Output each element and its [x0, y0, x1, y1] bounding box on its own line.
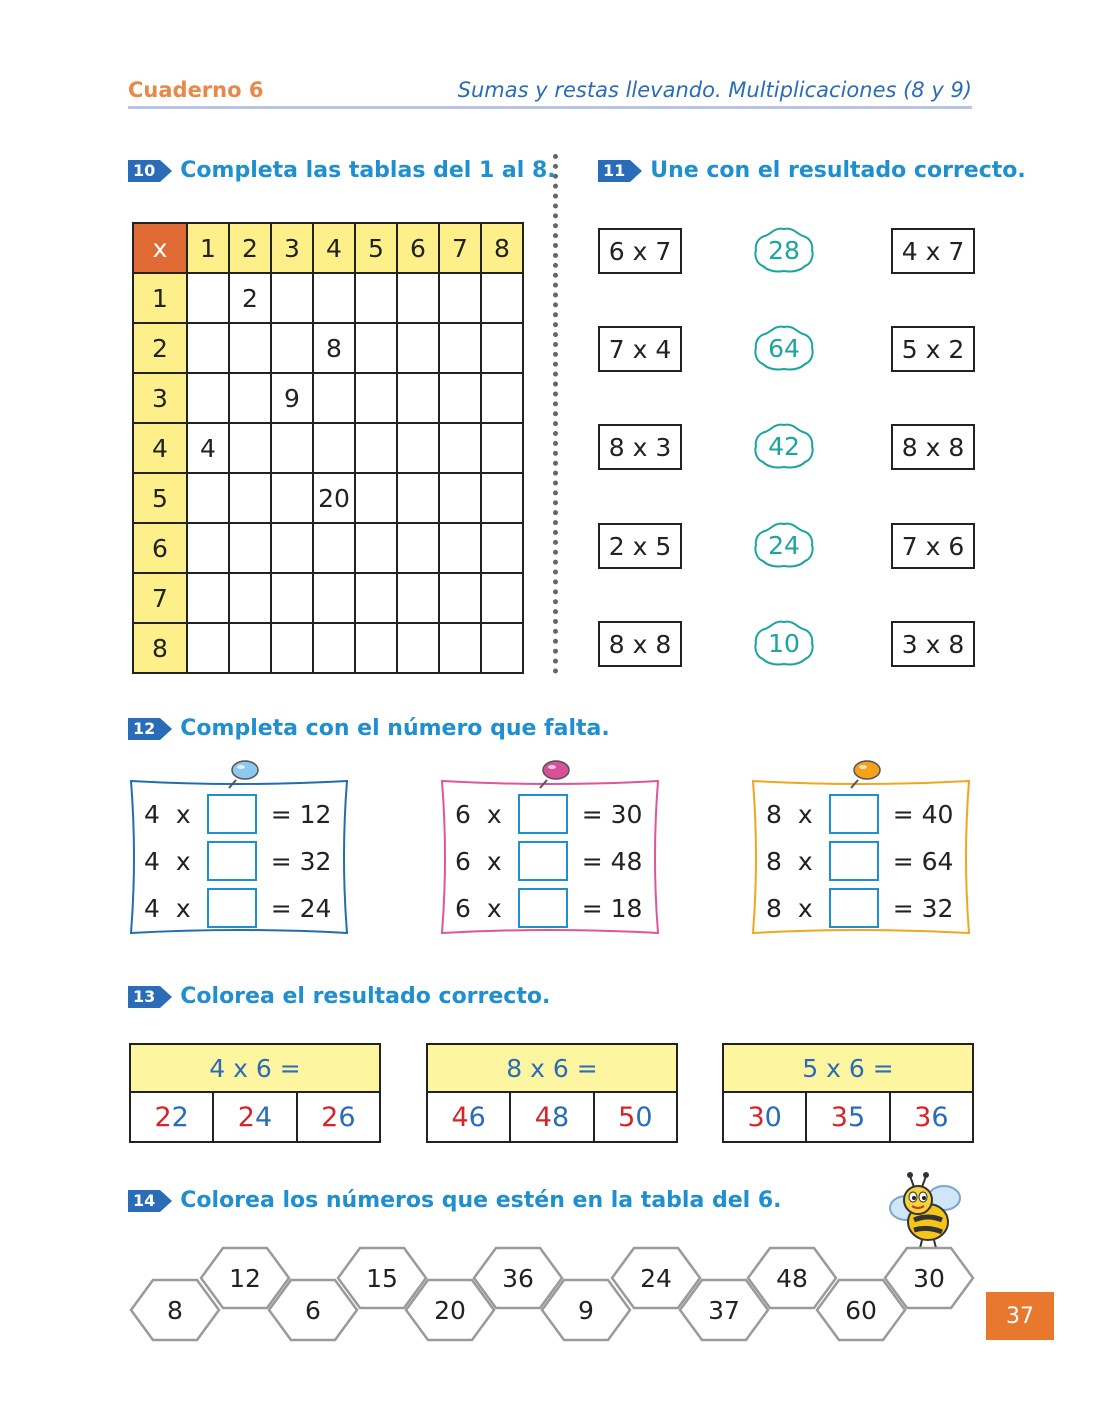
digit-units: 8 — [551, 1101, 570, 1133]
option-number — [535, 1102, 569, 1133]
exercise-14-badge: 14 — [128, 1190, 172, 1212]
table-cell[interactable] — [187, 573, 229, 623]
table-cell[interactable]: 4 — [187, 423, 229, 473]
equation-row — [455, 888, 642, 928]
table-cell[interactable] — [397, 323, 439, 373]
result-table — [129, 1043, 381, 1143]
match-right-expression[interactable]: 8 x 8 — [891, 424, 975, 470]
table-cell[interactable] — [481, 323, 523, 373]
match-right-expression[interactable]: 5 x 2 — [891, 326, 975, 372]
digit-units: 0 — [635, 1101, 653, 1133]
equation-row — [144, 888, 331, 928]
table-cell[interactable] — [187, 273, 229, 323]
equation-result: = 18 — [581, 893, 643, 923]
table-cell[interactable] — [313, 273, 355, 323]
table-row-header: 3 — [133, 373, 187, 423]
result-table — [722, 1043, 974, 1143]
table-row-header: 8 — [133, 623, 187, 673]
match-result-flower[interactable] — [753, 226, 815, 274]
exercise-13-badge: 13 — [128, 986, 172, 1008]
match-right-expression[interactable]: 4 x 7 — [891, 228, 975, 274]
equation-row — [455, 841, 642, 881]
exercise-11-title: 11 Une con el resultado correcto. — [598, 158, 1026, 183]
hexagon-number: 60 — [845, 1295, 877, 1325]
equation-result: = 30 — [581, 799, 643, 829]
equation-row — [766, 841, 953, 881]
table-cell[interactable] — [229, 623, 271, 673]
question: 5 x 6 = — [724, 1045, 972, 1093]
equation-result: = 32 — [270, 846, 332, 876]
flower-number: 28 — [768, 235, 800, 265]
option-number — [747, 1102, 781, 1133]
hexagon-number: 48 — [776, 1263, 808, 1293]
digit-units: 6 — [468, 1101, 486, 1133]
table-cell[interactable] — [313, 623, 355, 673]
flower-number: 64 — [768, 333, 800, 363]
table-cell[interactable] — [313, 523, 355, 573]
page-number: 37 — [986, 1292, 1054, 1340]
table-cell[interactable] — [313, 573, 355, 623]
table-cell[interactable] — [481, 473, 523, 523]
match-right-expression[interactable]: 7 x 6 — [891, 523, 975, 569]
table-cell[interactable] — [397, 423, 439, 473]
times-sign: x — [486, 799, 502, 829]
table-cell[interactable] — [355, 373, 397, 423]
page-subtitle: Sumas y restas llevando. Multiplicaciones (8 y 9) — [457, 78, 972, 102]
table-cell[interactable] — [397, 373, 439, 423]
table-column-header: 2 — [229, 223, 271, 273]
table-cell[interactable] — [355, 423, 397, 473]
table-cell[interactable] — [187, 373, 229, 423]
table-cell[interactable] — [271, 473, 313, 523]
hexagon-number: 20 — [434, 1295, 466, 1325]
table-cell[interactable] — [187, 473, 229, 523]
digit-units: 6 — [338, 1101, 356, 1133]
option-cell[interactable] — [131, 1093, 214, 1141]
table-row-header: 5 — [133, 473, 187, 523]
table-cell[interactable] — [439, 573, 481, 623]
match-left-expression[interactable]: 6 x 7 — [598, 228, 682, 274]
option-cell[interactable] — [724, 1093, 807, 1141]
table-cell[interactable] — [313, 373, 355, 423]
match-left-expression[interactable]: 7 x 4 — [598, 326, 682, 372]
table-cell[interactable] — [439, 423, 481, 473]
table-row-header: 6 — [133, 523, 187, 573]
table-cell[interactable] — [397, 623, 439, 673]
hexagon-number: 37 — [708, 1295, 740, 1325]
times-sign: x — [175, 893, 191, 923]
hexagon-number: 15 — [366, 1263, 398, 1293]
digit-units: 0 — [764, 1101, 782, 1133]
equation-row — [455, 794, 642, 834]
option-cell[interactable] — [891, 1093, 972, 1141]
times-sign: x — [797, 846, 813, 876]
table-cell[interactable] — [229, 423, 271, 473]
table-cell[interactable] — [271, 323, 313, 373]
table-corner: x — [133, 223, 187, 273]
answer-box[interactable] — [207, 794, 257, 834]
options-row — [131, 1093, 379, 1141]
table-cell[interactable] — [187, 323, 229, 373]
table-column-header: 8 — [481, 223, 523, 273]
equation-card — [441, 780, 659, 934]
hexagon-number: 36 — [502, 1263, 534, 1293]
notebook-title: Cuaderno 6 — [128, 78, 264, 102]
table-cell[interactable] — [271, 273, 313, 323]
hexagon-number: 24 — [640, 1263, 672, 1293]
hexagon-number: 6 — [305, 1295, 321, 1325]
table-column-header: 1 — [187, 223, 229, 273]
exercise-13-title: 13 Colorea el resultado correcto. — [128, 984, 550, 1009]
option-number — [154, 1102, 188, 1133]
factor: 4 — [144, 846, 160, 876]
flower-number: 42 — [768, 431, 800, 461]
table-row-header: 1 — [133, 273, 187, 323]
table-cell[interactable]: 2 — [229, 273, 271, 323]
table-cell[interactable] — [481, 523, 523, 573]
number-hexagon[interactable] — [883, 1246, 975, 1310]
factor: 8 — [766, 893, 782, 923]
table-cell[interactable] — [355, 623, 397, 673]
match-result-flower[interactable] — [753, 521, 815, 569]
match-right-expression[interactable]: 3 x 8 — [891, 621, 975, 667]
result-table — [426, 1043, 678, 1143]
digit-units: 6 — [931, 1101, 949, 1133]
table-cell[interactable] — [397, 573, 439, 623]
table-cell[interactable] — [313, 423, 355, 473]
exercise-12-badge: 12 — [128, 718, 172, 740]
times-sign: x — [797, 893, 813, 923]
answer-box[interactable] — [829, 794, 879, 834]
table-cell[interactable] — [229, 323, 271, 373]
digit-tens: 4 — [451, 1101, 469, 1133]
table-row-header: 4 — [133, 423, 187, 473]
table-cell[interactable] — [355, 323, 397, 373]
option-number — [914, 1102, 948, 1133]
table-column-header: 5 — [355, 223, 397, 273]
equation-result: = 12 — [270, 799, 332, 829]
hexagon-number: 12 — [229, 1263, 261, 1293]
option-cell[interactable] — [595, 1093, 676, 1141]
flower-number: 10 — [768, 628, 800, 658]
digit-tens: 3 — [914, 1101, 932, 1133]
exercise-11-badge: 11 — [598, 160, 642, 182]
hexagon-number: 8 — [167, 1295, 183, 1325]
option-cell[interactable] — [214, 1093, 297, 1141]
equation-result: = 24 — [270, 893, 332, 923]
digit-tens: 2 — [237, 1101, 255, 1133]
option-cell[interactable] — [428, 1093, 511, 1141]
factor: 8 — [766, 799, 782, 829]
table-cell[interactable] — [481, 273, 523, 323]
table-cell[interactable] — [229, 573, 271, 623]
table-cell[interactable] — [271, 523, 313, 573]
answer-box[interactable] — [207, 888, 257, 928]
table-cell[interactable] — [481, 623, 523, 673]
answer-box[interactable] — [207, 841, 257, 881]
match-result-flower[interactable] — [753, 619, 815, 667]
digit-tens: 3 — [830, 1101, 848, 1133]
pushpin-icon — [537, 756, 571, 790]
table-cell[interactable] — [481, 423, 523, 473]
pushpin-icon — [226, 756, 260, 790]
equation-card — [752, 780, 970, 934]
answer-box[interactable] — [829, 888, 879, 928]
table-cell[interactable] — [355, 273, 397, 323]
table-cell[interactable] — [229, 473, 271, 523]
exercise-14-title: 14 Colorea los números que estén en la tabla del 6. — [128, 1188, 782, 1213]
table-cell[interactable] — [439, 473, 481, 523]
option-number — [451, 1102, 485, 1133]
equation-result: = 48 — [581, 846, 643, 876]
header-divider — [128, 106, 972, 109]
answer-box[interactable] — [518, 888, 568, 928]
option-cell[interactable] — [511, 1093, 594, 1141]
digit-tens: 4 — [534, 1101, 552, 1133]
factor: 4 — [144, 799, 160, 829]
match-result-flower[interactable] — [753, 422, 815, 470]
equation-row — [766, 888, 953, 928]
table-cell[interactable] — [271, 573, 313, 623]
table-cell[interactable] — [439, 323, 481, 373]
answer-box[interactable] — [518, 794, 568, 834]
equation-result: = 32 — [892, 893, 954, 923]
table-cell[interactable] — [355, 573, 397, 623]
table-cell[interactable] — [229, 523, 271, 573]
digit-tens: 5 — [618, 1101, 636, 1133]
option-number — [238, 1102, 272, 1133]
dotted-divider — [553, 154, 558, 674]
option-number — [618, 1102, 652, 1133]
factor: 4 — [144, 893, 160, 923]
equation-result: = 40 — [892, 799, 954, 829]
times-sign: x — [175, 846, 191, 876]
table-cell[interactable]: 9 — [271, 373, 313, 423]
match-left-expression[interactable]: 2 x 5 — [598, 523, 682, 569]
option-cell[interactable] — [807, 1093, 890, 1141]
table-cell[interactable] — [397, 523, 439, 573]
table-cell[interactable] — [187, 623, 229, 673]
table-column-header: 6 — [397, 223, 439, 273]
multiplication-table — [132, 222, 524, 674]
table-cell[interactable] — [229, 373, 271, 423]
equation-row — [766, 794, 953, 834]
equation-result: = 64 — [892, 846, 954, 876]
factor: 6 — [455, 846, 471, 876]
answer-box[interactable] — [829, 841, 879, 881]
factor: 6 — [455, 799, 471, 829]
flower-number: 24 — [768, 530, 800, 560]
option-number — [321, 1102, 355, 1133]
table-cell[interactable] — [481, 373, 523, 423]
match-left-expression[interactable]: 8 x 3 — [598, 424, 682, 470]
table-row-header: 7 — [133, 573, 187, 623]
digit-tens: 2 — [154, 1101, 172, 1133]
question: 4 x 6 = — [131, 1045, 379, 1093]
factor: 8 — [766, 846, 782, 876]
equation-row — [144, 841, 331, 881]
table-cell[interactable] — [439, 623, 481, 673]
table-cell[interactable] — [439, 373, 481, 423]
hexagon-number: 30 — [913, 1263, 945, 1293]
table-column-header: 7 — [439, 223, 481, 273]
exercise-12-title: 12 Completa con el número que falta. — [128, 716, 610, 741]
times-sign: x — [486, 846, 502, 876]
table-cell[interactable] — [355, 473, 397, 523]
table-cell[interactable]: 20 — [313, 473, 355, 523]
equation-row — [144, 794, 331, 834]
table-column-header: 4 — [313, 223, 355, 273]
table-cell[interactable] — [355, 523, 397, 573]
table-cell[interactable] — [481, 573, 523, 623]
match-result-flower[interactable] — [753, 324, 815, 372]
options-row — [724, 1093, 972, 1141]
option-number — [831, 1102, 865, 1133]
times-sign: x — [486, 893, 502, 923]
table-cell[interactable] — [187, 523, 229, 573]
factor: 6 — [455, 893, 471, 923]
option-cell[interactable] — [298, 1093, 379, 1141]
answer-box[interactable] — [518, 841, 568, 881]
digit-units: 5 — [847, 1101, 866, 1133]
table-row-header: 2 — [133, 323, 187, 373]
table-cell[interactable] — [439, 523, 481, 573]
equation-card — [130, 780, 348, 934]
table-cell[interactable]: 8 — [313, 323, 355, 373]
digit-tens: 3 — [747, 1101, 765, 1133]
times-sign: x — [175, 799, 191, 829]
exercise-10-title: 10 Completa las tablas del 1 al 8. — [128, 158, 556, 183]
question: 8 x 6 = — [428, 1045, 676, 1093]
table-cell[interactable] — [271, 623, 313, 673]
hexagon-number: 9 — [578, 1295, 594, 1325]
table-cell[interactable] — [397, 473, 439, 523]
bee-illustration — [884, 1170, 966, 1252]
exercise-10-badge: 10 — [128, 160, 172, 182]
times-sign: x — [797, 799, 813, 829]
table-cell[interactable] — [271, 423, 313, 473]
pushpin-icon — [848, 756, 882, 790]
match-left-expression[interactable]: 8 x 8 — [598, 621, 682, 667]
table-cell[interactable] — [397, 273, 439, 323]
digit-units: 4 — [254, 1101, 273, 1133]
table-column-header: 3 — [271, 223, 313, 273]
options-row — [428, 1093, 676, 1141]
digit-tens: 2 — [321, 1101, 339, 1133]
digit-units: 2 — [171, 1101, 189, 1133]
table-cell[interactable] — [439, 273, 481, 323]
